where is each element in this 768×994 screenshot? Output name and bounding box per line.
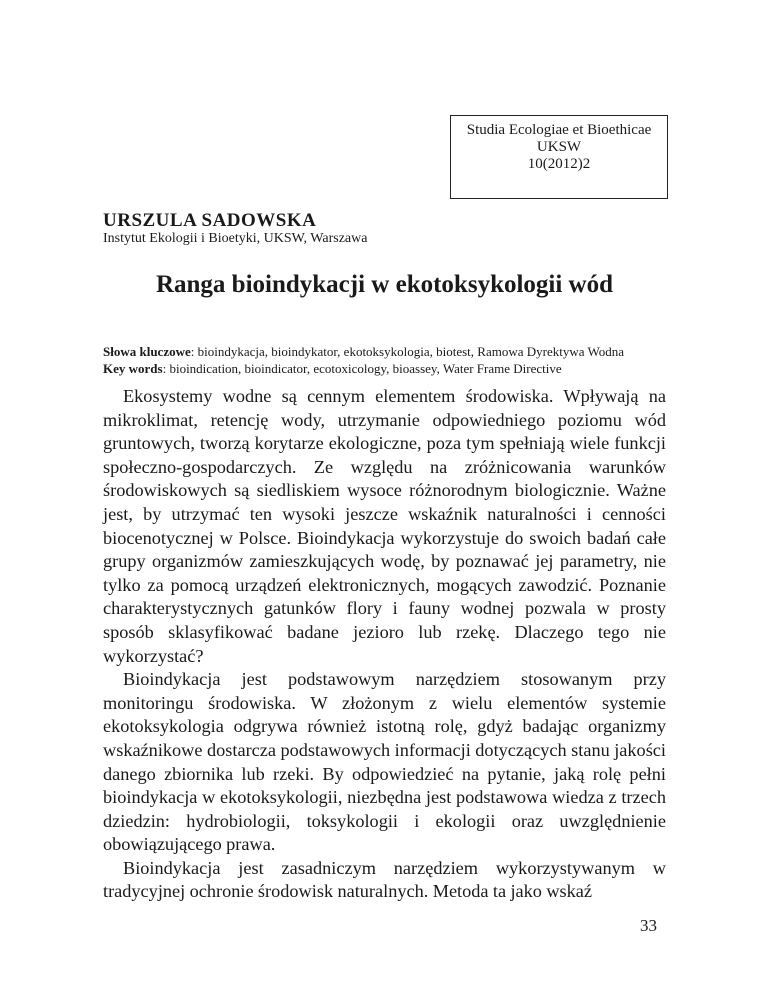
keywords-english bbox=[103, 360, 666, 377]
keywords-polish-label: Słowa kluczowe bbox=[103, 344, 191, 359]
body-paragraph-1: Ekosystemy wodne są cennym elementem środowiska. Wpływają na mikroklimat, retencję wody, utrzymanie odpowiedniego poziomu wód gruntowych, tworzą korytarze ekologiczne, poza tym spełniają wiele funkcji społeczno-gospodarczych. Ze względu na zróżnicowania warunków środowiskowych są siedliskiem wysoce różnorodnym biologicznie. Ważne jest, by utrzymać ten wysoki jeszcze wskaźnik naturalności i cenności biocenotycznej w Polsce. Bioindykacja wykorzystuje do swoich badań całe grupy organizmów zamieszkujących wodę, by poznawać jej parametry, nie tylko za pomocą urządzeń elektronicznych, mogących zawodzić. Poznanie charakterystycznych gatunków flory i fauny wodnej pozwala w prosty sposób sklasyfikować badane jezioro lub rzekę. Dlaczego tego nie wykorzystać? bbox=[103, 386, 666, 666]
author-affiliation: Instytut Ekologii i Bioetyki, UKSW, Warszawa bbox=[103, 231, 368, 246]
journal-name: Studia Ecologiae et Bioethicae bbox=[466, 122, 652, 138]
body-paragraph-3: Bioindykacja jest zasadniczym narzędziem wykorzystywanym w tradycyjnej ochronie środowisk naturalnych. Metoda ta jako wskaź bbox=[103, 857, 666, 902]
article-body bbox=[103, 385, 666, 904]
keywords-english-label: Key words bbox=[103, 361, 163, 376]
page-number: 33 bbox=[640, 916, 657, 935]
article-title: Ranga bioindykacji w ekotoksykologii wód bbox=[155, 271, 614, 298]
keywords-block bbox=[103, 343, 666, 377]
journal-publisher: UKSW bbox=[536, 139, 582, 155]
keywords-polish-text: : bioindykacja, bioindykator, ekotoksykologia, biotest, Ramowa Dyrektywa Wodna bbox=[190, 344, 625, 359]
body-paragraph-2: Bioindykacja jest podstawowym narzędziem stosowanym przy monitoringu środowiska. W złożonym z wielu elementów systemie ekotoksykologia odgrywa również istotną rolę, gdyż badając organizmy wskaźnikowe dostarcza podstawowych informacji dotyczących stanu jakości danego zbiornika lub rzeki. By odpowiedzieć na pytanie, jaką rolę pełni bioindykacja w ekotoksykologii, niezbędna jest podstawowa wiedza z trzech dziedzin: hydrobiologii, toksykologii i ekologii oraz uwzględnienie obowiązującego prawa. bbox=[103, 669, 666, 855]
journal-info-box bbox=[450, 115, 668, 199]
keywords-polish bbox=[103, 343, 666, 360]
journal-issue: 10(2012)2 bbox=[527, 156, 591, 172]
keywords-english-text: : bioindication, bioindicator, ecotoxicology, bioassey, Water Frame Directive bbox=[162, 361, 562, 376]
author-name: URSZULA SADOWSKA bbox=[103, 210, 317, 231]
